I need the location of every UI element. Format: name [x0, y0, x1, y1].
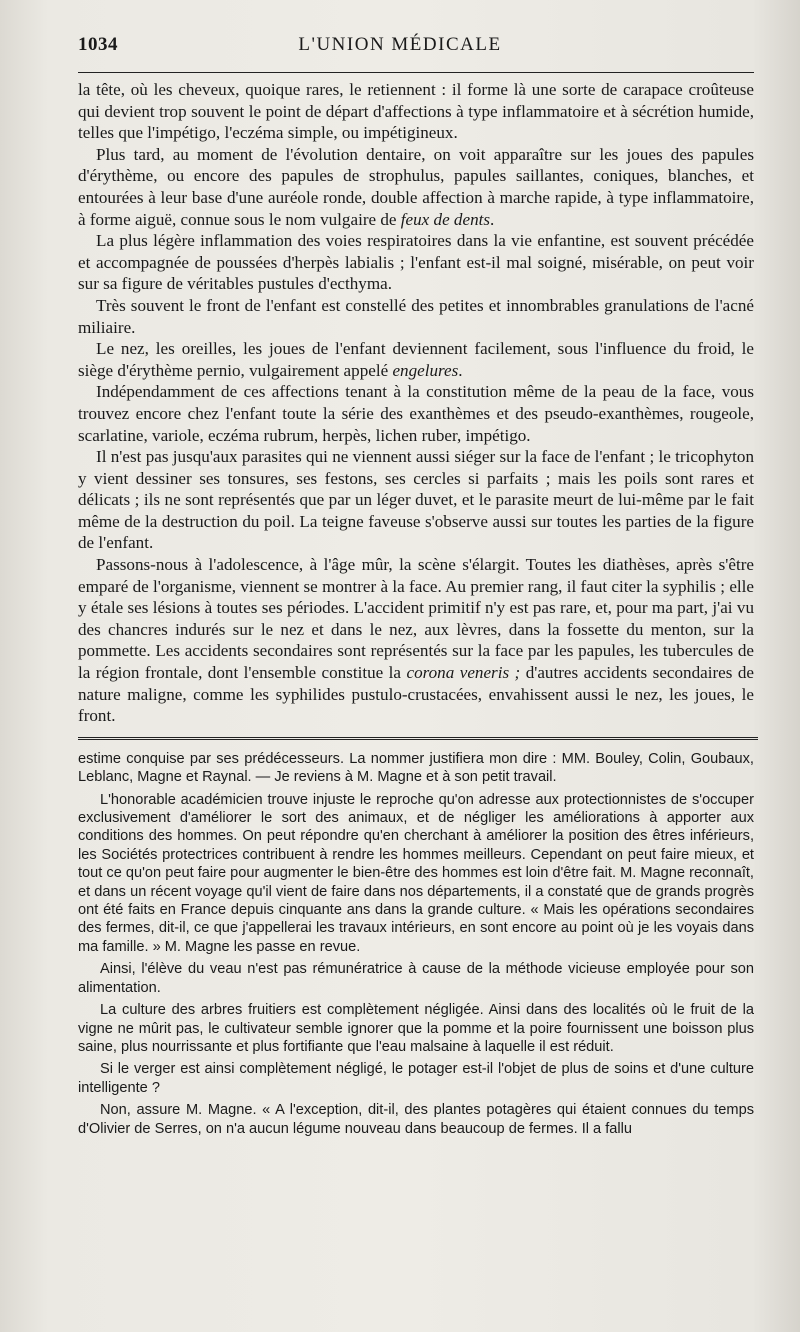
- paragraph: Non, assure M. Magne. « A l'exception, dit-il, des plantes potagères qui étaient connues du temps d'Olivier de Serres, on n'a aucun légume nouveau dans beaucoup de fermes. Il a fallu: [78, 1102, 754, 1137]
- paragraph: Ainsi, l'élève du veau n'est pas rémunératrice à cause de la méthode vicieuse employée pour son alimentation.: [78, 961, 754, 996]
- section-divider: [78, 737, 758, 740]
- paragraph: Il n'est pas jusqu'aux parasites qui ne viennent aussi siéger sur la face de l'enfant ; le tricophyton y vient dessiner ses tonsures, ses festons, ses cercles si parfaits ; mais les poils sont rares et délicats ; ils ne sont représentés que par un léger duvet, et le parasite meurt de lui-même par le fait même de la destruction du poil. La teigne faveuse s'observe aussi sur toutes les parties de la figure de l'enfant.: [78, 447, 754, 553]
- paragraph: la tête, où les cheveux, quoique rares, le retiennent : il forme là une sorte de carapace croûteuse qui devient trop souvent le point de départ d'affections à type inflammatoire et à sécrétion humide, telles que l'impétigo, l'eczéma simple, ou impétigineux.: [78, 80, 754, 143]
- header-rule: [78, 72, 754, 73]
- paragraph: Très souvent le front de l'enfant est constellé des petites et innombrables granulations de l'acné miliaire.: [78, 295, 754, 337]
- paragraph: Le nez, les oreilles, les joues de l'enfant deviennent facilement, sous l'influence du froid, le siège d'érythème pernio, vulgairement appelé engelures.: [78, 339, 754, 380]
- paragraph: La plus légère inflammation des voies respiratoires dans la vie enfantine, est souvent précédée et accompagnée de poussées d'herpès labialis ; l'enfant est-il mal soigné, misérable, on peut voir sur sa figure de véritables pustules d'ecthyma.: [78, 231, 754, 294]
- feuilleton-text: [78, 750, 754, 1138]
- paragraph: Indépendamment de ces affections tenant à la constitution même de la peau de la face, vous trouvez encore chez l'enfant toute la série des exanthèmes et des pseudo-exanthèmes, rougeole, scarlatine, variole, eczéma rubrum, herpès, lichen ruber, impétigo.: [78, 382, 754, 445]
- paragraph: Plus tard, au moment de l'évolution dentaire, on voit apparaître sur les joues des papules d'érythème, ou encore des papules de strophulus, papules saillantes, coniques, blanches, et entourées à leur base d'une auréole ronde, double affection à marche rapide, à type inflammatoire, à forme aiguë, connue sous le nom vulgaire de feux de dents.: [78, 144, 754, 229]
- paragraph: L'honorable académicien trouve injuste le reproche qu'on adresse aux protectionnistes de s'occuper exclusivement d'améliorer le sort des animaux, et de négliger les améliorations à apporter aux conditions des hommes. On peut répondre qu'en cherchant à améliorer la position des êtres inférieurs, les Sociétés protectrices contribuent à rendre les hommes meilleurs. Cependant on peut faire mieux, et tout ce qu'on peut faire pour augmenter le bien-être des hommes est loin d'être fait. M. Magne reconnaît, et dans un récent voyage qu'il vient de faire dans nos départements, il a constaté que de grands progrès ont été faits en France depuis cinquante ans dans la grande culture. « Mais les opérations secondaires des fermes, dit-il, ce que j'appellerai les travaux intérieurs, en sont encore au point où je les voyais dans ma famille. » M. Magne les passe en revue.: [78, 791, 754, 955]
- paragraph: estime conquise par ses prédécesseurs. La nommer justifiera mon dire : MM. Bouley, Colin, Goubaux, Leblanc, Magne et Raynal. — Je reviens à M. Magne et à son petit travail.: [78, 750, 754, 786]
- journal-title: L'UNION MÉDICALE: [298, 34, 502, 55]
- page-number: 1034: [78, 34, 118, 55]
- main-article-text: [78, 79, 754, 727]
- paragraph: La culture des arbres fruitiers est complètement négligée. Ainsi dans des localités où le fruit de la vigne ne mûrit pas, le cultivateur semble ignorer que la pomme et la poire fournissent une boisson plus saine, plus nourrissante et plus fortifiante que l'eau malsaine à laquelle il est réduit.: [78, 1002, 754, 1055]
- paragraph: Passons-nous à l'adolescence, à l'âge mûr, la scène s'élargit. Toutes les diathèses, après s'être emparé de l'organisme, viennent se montrer à la face. Au premier rang, il faut citer la syphilis ; elle y étale ses lésions à toutes ses périodes. L'accident primitif n'y est pas rare, et, pour ma part, j'ai vu des chancres indurés sur le nez et dans le nez, aux lèvres, dans la fossette du menton, sur la pommette. Les accidents secondaires sont représentés sur la face par les papules, les tubercules de la région frontale, dont l'ensemble constitue la corona veneris ; d'autres accidents secondaires de nature maligne, comme les syphilides pustulo-crustacées, envahissent aussi le nez, les joues, le front.: [78, 555, 754, 726]
- paragraph: Si le verger est ainsi complètement négligé, le potager est-il l'objet de plus de soins et d'une culture intelligente ?: [78, 1061, 754, 1096]
